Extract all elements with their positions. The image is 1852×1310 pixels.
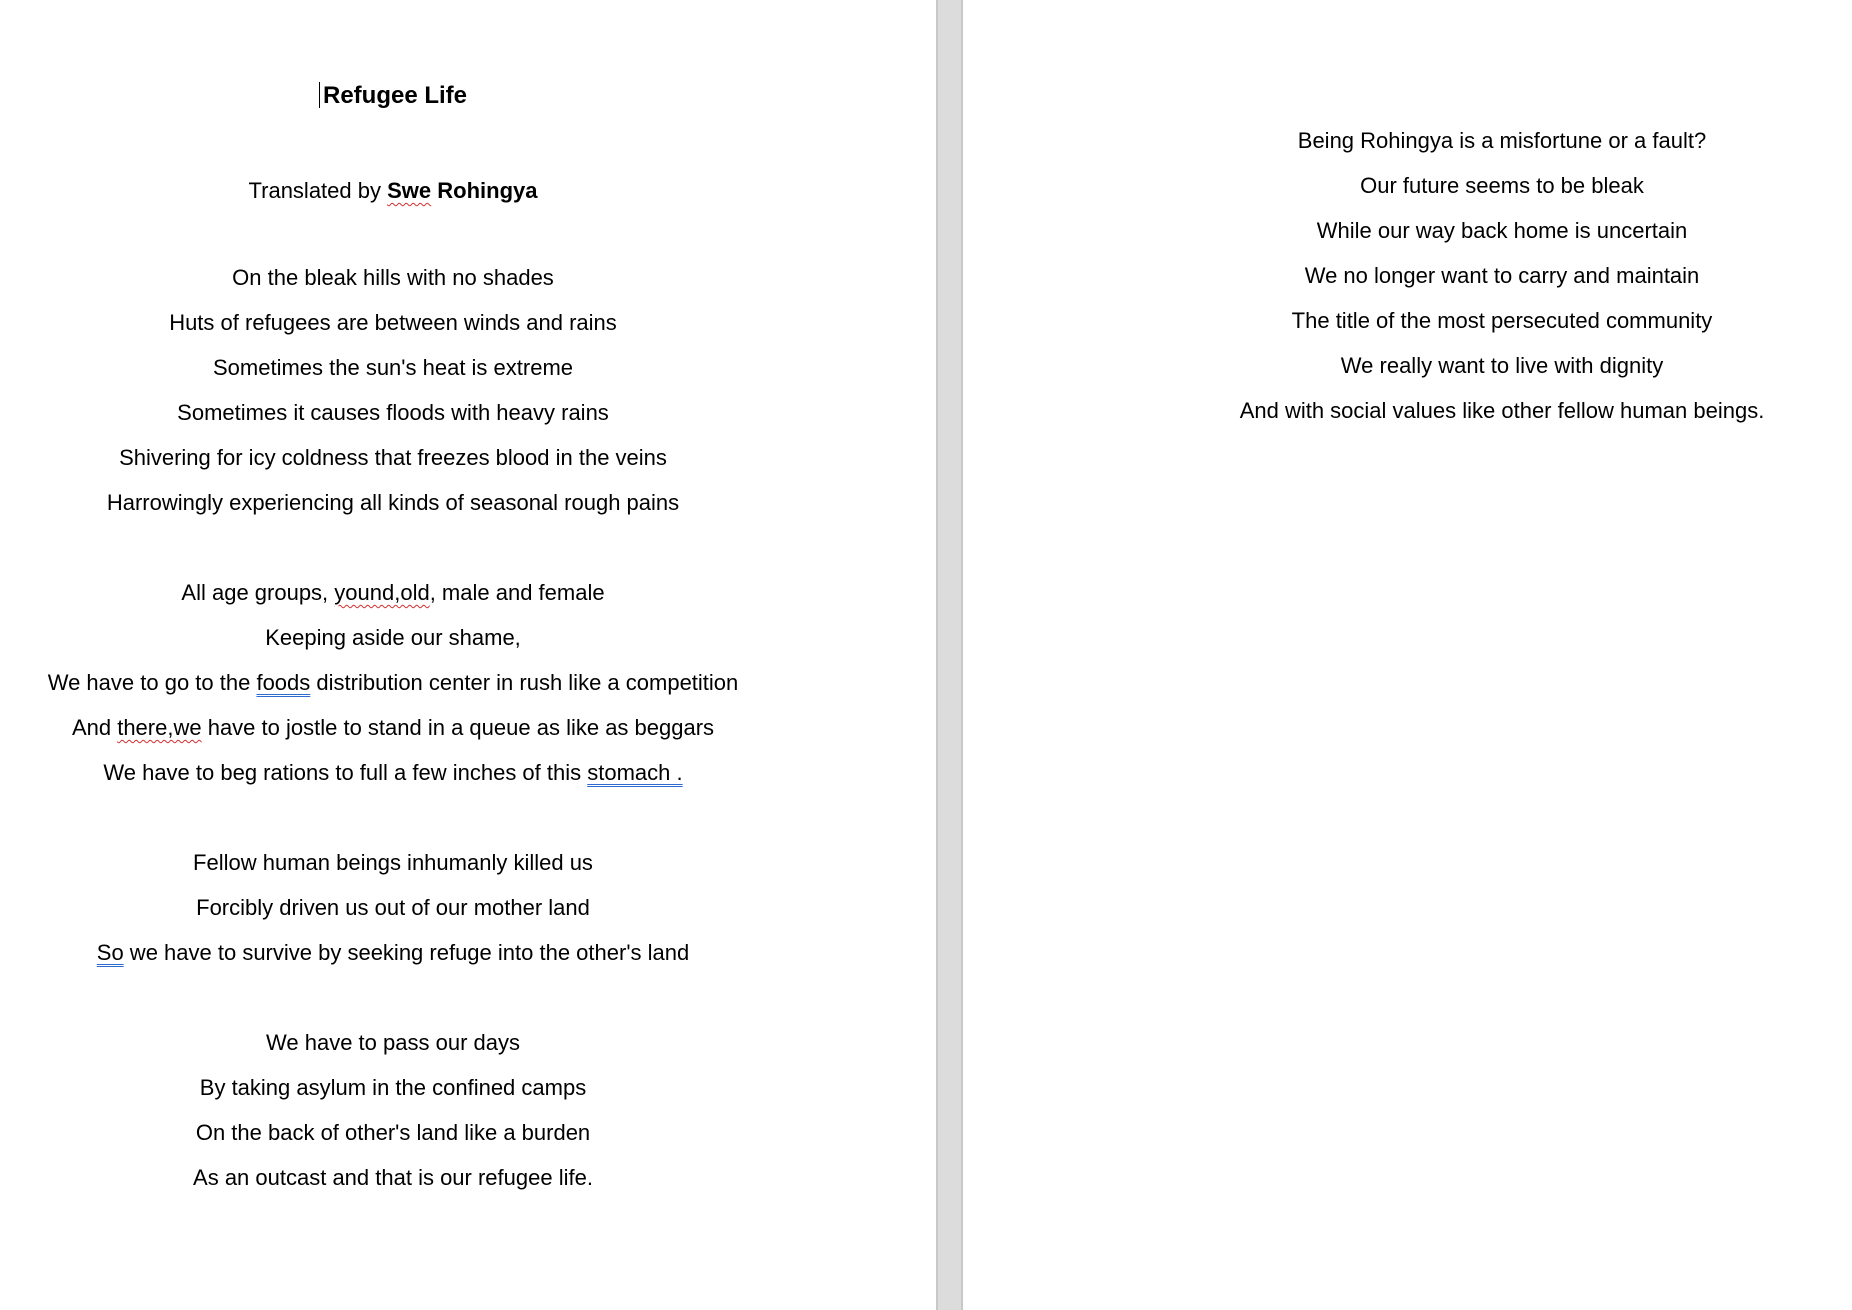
poem-line[interactable]: On the back of other's land like a burden [195, 1120, 591, 1145]
page-gutter [936, 0, 963, 1310]
spelling-flag[interactable]: Swe [387, 178, 432, 203]
poem-line[interactable]: By taking asylum in the confined camps [199, 1075, 587, 1100]
grammar-flag[interactable]: foods [256, 670, 311, 695]
poem-line[interactable]: On the bleak hills with no shades [232, 265, 554, 290]
poem-line[interactable]: So we have to survive by seeking refuge into the other's land [96, 940, 690, 965]
byline[interactable]: Translated by Swe Rohingya [248, 178, 538, 203]
poem-line[interactable]: While our way back home is uncertain [1316, 218, 1688, 243]
poem-line[interactable]: Our future seems to be bleak [1360, 173, 1644, 198]
poem-title[interactable]: Refugee Life [0, 82, 786, 110]
spelling-flag[interactable]: yound,old [334, 580, 430, 605]
poem-line[interactable]: We have to pass our days [266, 1030, 520, 1055]
poem-line[interactable]: And there,we have to jostle to stand in a queue as like as beggars [71, 715, 715, 740]
poem-line[interactable]: As an outcast and that is our refugee life. [193, 1165, 593, 1190]
poem-line[interactable]: All age groups, yound,old, male and female [181, 580, 605, 605]
page-edge-left [936, 0, 938, 1310]
grammar-flag[interactable]: So [96, 940, 124, 965]
poem-line[interactable]: And with social values like other fellow human beings. [1239, 398, 1765, 423]
poem-line[interactable]: Being Rohingya is a misfortune or a fault? [1297, 128, 1707, 153]
poem-line[interactable]: Sometimes it causes floods with heavy rains [177, 400, 609, 425]
poem-line[interactable]: Harrowingly experiencing all kinds of seasonal rough pains [106, 490, 680, 515]
poem-line[interactable]: The title of the most persecuted community [1291, 308, 1713, 333]
text-cursor [319, 82, 320, 108]
document-page-2[interactable] [963, 0, 1852, 1310]
poem-line[interactable]: Forcibly driven us out of our mother land [196, 895, 590, 920]
poem-line[interactable]: We no longer want to carry and maintain [1304, 263, 1700, 288]
poem-line[interactable]: We really want to live with dignity [1340, 353, 1664, 378]
grammar-flag[interactable]: stomach . [587, 760, 683, 785]
poem-line[interactable]: Fellow human beings inhumanly killed us [193, 850, 593, 875]
poem-line[interactable]: Sometimes the sun's heat is extreme [212, 355, 574, 380]
poem-line[interactable]: We have to go to the foods distribution center in rush like a competition [47, 670, 739, 695]
poem-line[interactable]: Huts of refugees are between winds and rains [169, 310, 617, 335]
poem-line[interactable]: Keeping aside our shame, [265, 625, 521, 650]
spelling-flag[interactable]: there,we [117, 715, 202, 740]
poem-line[interactable]: Shivering for icy coldness that freezes blood in the veins [119, 445, 667, 470]
poem-line[interactable]: We have to beg rations to full a few inches of this stomach . [103, 760, 683, 785]
